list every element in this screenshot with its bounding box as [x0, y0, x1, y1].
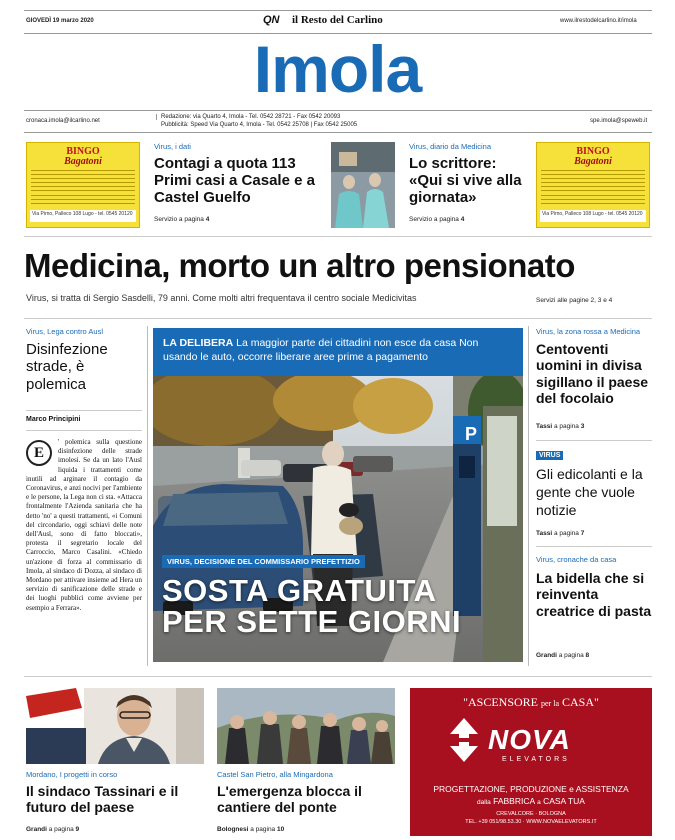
story-headline[interactable]: Il sindaco Tassinari e il futuro del paese	[26, 783, 179, 815]
bingo-logo: BINGO	[66, 146, 100, 157]
bingo-logo: BINGO	[576, 146, 610, 157]
column-divider	[528, 326, 529, 666]
pubblicita-info: Pubblicità: Speed Via Quarto 4, Imola - Tel. 0542 25708 | Fax 0542 25005	[161, 122, 358, 128]
story-headline[interactable]: L'emergenza blocca il cantiere del ponte	[217, 783, 362, 815]
divider	[24, 676, 652, 677]
delibera-banner	[153, 328, 523, 376]
author: Marco Principini	[26, 416, 81, 423]
divider	[536, 440, 652, 441]
story-headline[interactable]: Lo scrittore: «Qui si vive alla giornata»	[409, 155, 522, 206]
story-kicker: Virus, la zona rossa a Medicina	[536, 327, 641, 336]
lead-subhead: Virus, si tratta di Sergio Sasdelli, 79 anni. Come molti altri frequentava il centro sociale Medicivitas	[26, 293, 417, 303]
parking-sign: P	[464, 424, 477, 444]
story-kicker: Virus, Lega contro Ausl	[26, 327, 103, 336]
ad-line-2: dalla FABBRICA a CASA TUA	[477, 796, 585, 806]
story-headline[interactable]: Centoventi uomini in divisa sigillano il paese del focolaio	[536, 341, 649, 407]
bingo-logo-sub: Bagatoni	[574, 156, 612, 167]
paper-name: il Resto del Carlino	[292, 14, 383, 26]
lead-ref: Servizi alle pagine 2, 3 e 4	[536, 297, 613, 304]
masthead-title: Imola	[253, 32, 422, 106]
drop-cap: E	[26, 440, 52, 466]
lead-headline[interactable]: Medicina, morto un altro pensionato	[24, 247, 575, 284]
column-divider	[147, 326, 148, 666]
redazione-info: Redazione: via Quarto 4, Imola - Tel. 0542 28721 - Fax 0542 20093	[156, 114, 340, 120]
story-kicker: Virus, diario da Medicina	[409, 142, 491, 151]
ad-contact-2: TEL. +39 051/98.53.30 · WWW.NOVAELEVATORS.IT	[465, 819, 597, 825]
photo-headline-2[interactable]: PER SETTE GIORNI	[162, 604, 462, 639]
story-ref: Bolognesi a pagina 10	[217, 826, 285, 833]
banner-label: LA DELIBERA	[163, 337, 234, 349]
ad-brand-sub: ELEVATORS	[502, 756, 570, 763]
story-ref: Grandi a pagina 9	[26, 826, 80, 833]
story-ref: Tassi a pagina 3	[536, 423, 585, 430]
ad-text-lines	[541, 195, 645, 207]
story-kicker: Virus, cronache da casa	[536, 555, 617, 564]
bingo-ad-right[interactable]	[536, 142, 650, 228]
banner-text: La maggior parte dei cittadini non esce da casa Non usando le auto, occorre liberare aree prime a pagamento	[163, 337, 479, 363]
divider	[24, 132, 652, 133]
story-headline[interactable]: Contagi a quota 113 Primi casi a Casale e a Castel Guelfo	[154, 155, 315, 206]
writer-photo	[331, 142, 395, 228]
contact-email[interactable]: cronaca.imola@ilcarlino.net	[26, 118, 100, 124]
photo-kicker: VIRUS, DECISIONE DEL COMMISSARIO PREFETTIZIO	[162, 555, 365, 568]
website[interactable]: www.ilrestodelcarlino.it/imola	[560, 18, 637, 24]
speed-email[interactable]: spe.imola@speweb.it	[590, 118, 648, 124]
ad-text-lines	[541, 170, 645, 192]
up-down-arrows-icon	[450, 718, 478, 762]
divider	[24, 236, 652, 237]
issue-date: GIOVEDÌ 19 marzo 2020	[26, 18, 94, 24]
bingo-address: Via Pirno, Palleco 108 Lugo - tel. 0545 20120	[30, 210, 136, 222]
article-body: ' polemica sulla questione disinfezione delle strade imolesi. Se da un lato l'Ausl liquida i trattamenti come inutili ad arginare il contagio da Coronavirus, e anzi nocivi per l'ambiente e le persone, la Lega non ci sta. «Attacca frontalmente l'Azienda sanitaria che ha detto 'no' a questi trattamenti, «i Comuni del circondario, oggi schiavi delle note dell'Ausl, sono di fatto bloccati», protesta il segretario locale del Carroccio, Marco Casalini. «Chiedo un'azione di forza al commissario di Imola, al sindaco di Dozza, al sindaco di Mordano per attivare insieme ad Hera un servizio di sanificazione delle strade e dei luoghi pubblici come avviene per esempio a Ferrara».	[26, 438, 142, 612]
ad-text-lines	[31, 195, 135, 207]
story-ref: Servizio a pagina 4	[154, 216, 210, 223]
story-kicker: Castel San Pietro, alla Mingardona	[217, 770, 333, 779]
story-ref: Grandi a pagina 8	[536, 652, 590, 659]
bingo-address: Via Pirno, Palleco 108 Lugo - tel. 0545 20120	[540, 210, 646, 222]
drop-cap-spacer	[26, 438, 58, 468]
divider	[536, 546, 652, 547]
ad-contact: CREVALCORE · BOLOGNA	[496, 811, 566, 817]
divider	[26, 430, 142, 431]
bingo-ad-left[interactable]	[26, 142, 140, 228]
divider	[24, 318, 652, 319]
story-kicker: Virus, i dati	[154, 142, 191, 151]
story-ref: Servizio a pagina 4	[409, 216, 465, 223]
nova-elevators-ad[interactable]	[410, 688, 652, 836]
story-kicker: Mordano, I progetti in corso	[26, 770, 118, 779]
ad-tagline: "ASCENSORE per la CASA"	[463, 695, 599, 709]
divider	[24, 110, 652, 111]
bingo-logo-sub: Bagatoni	[64, 156, 102, 167]
mayor-photo	[26, 688, 204, 764]
photo-headline-1[interactable]: SOSTA GRATUITA	[162, 573, 437, 608]
story-headline[interactable]: Gli edicolanti e la gente che vuole notizie	[536, 466, 643, 518]
ad-text-lines	[31, 170, 135, 192]
story-headline[interactable]: La bidella che si reinventa creatrice di pasta	[536, 570, 652, 619]
ad-line-1: PROGETTAZIONE, PRODUZIONE e ASSISTENZA	[433, 784, 629, 794]
group-photo	[217, 688, 395, 764]
ad-brand: NOVA	[488, 724, 571, 755]
story-headline[interactable]: Disinfezione strade, è polemica	[26, 341, 108, 393]
divider	[26, 410, 142, 411]
story-ref: Tassi a pagina 7	[536, 530, 585, 537]
virus-badge: VIRUS	[536, 451, 563, 460]
network-logo: QN	[263, 14, 280, 26]
